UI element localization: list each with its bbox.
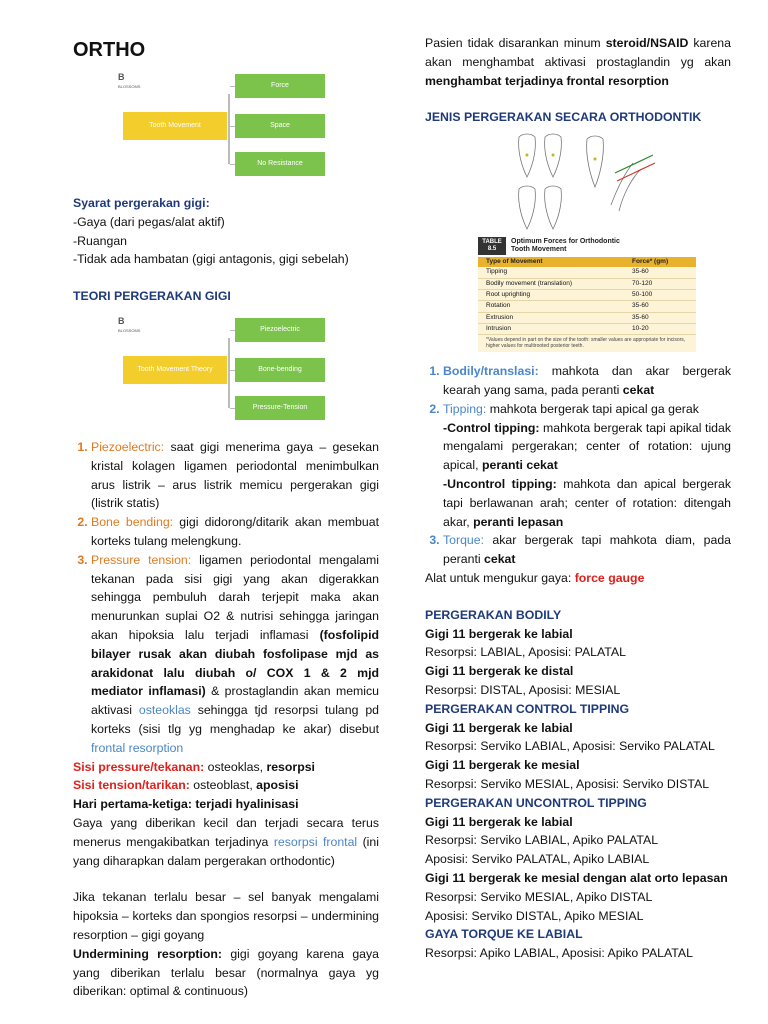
theory-pressure-tension: 3. Pressure tension: ligamen periodontal mengalami tekanan pada sisi gigi yang akan digerakkan sehingga pembuluh darah terjepit maka akan menurunkan suplai O2 & nutrisi sehingga jaringan akan hipoksia lalu terjadi inflamasi (fosfolipid bilayer rusak akan diubah fosfolipase mjd as arakidonat lalu diubah o/ COX 1 & 2 mjd mediator inflamasi) & prostaglandin akan memicu aktivasi osteoklas sehingga tjd resorpsi tulang pd korteks (sisi tlg yg menghadap ke akar) disebut frontal resorption bbox=[91, 551, 379, 758]
table-row: Bodily movement (translation) 70-120 bbox=[478, 279, 696, 290]
section-line: Resorpsi: Serviko MESIAL, Apiko DISTAL bbox=[425, 889, 653, 904]
sisi-pressure: Sisi pressure/tekanan: osteoklas, resorpsi bbox=[73, 759, 315, 774]
section-heading: GAYA TORQUE KE LABIAL bbox=[425, 927, 583, 942]
alat-text: Alat untuk mengukur gaya: force gauge bbox=[425, 571, 645, 586]
table-row: Intrusion 10-20 bbox=[478, 324, 696, 335]
jika-text: Jika tekanan terlalu besar – sel banyak mengalami hipoksia – korteks dan spongios resorpsi – undermining resorption – gigi goyang bbox=[73, 890, 379, 942]
section-subheading: Gigi 11 bergerak ke mesial dengan alat orto lepasan bbox=[425, 870, 728, 885]
right-column bbox=[425, 34, 731, 963]
section-heading: PERGERAKAN BODILY bbox=[425, 607, 562, 622]
page-title: ORTHO bbox=[73, 39, 146, 61]
hari-text: Hari pertama-ketiga: terjadi hyalinisasi bbox=[73, 797, 299, 812]
syarat-item: -Gaya (dari pegas/alat aktif) bbox=[73, 214, 225, 229]
section-line: Aposisi: Serviko DISTAL, Apiko MESIAL bbox=[425, 908, 644, 923]
left-column bbox=[73, 36, 379, 1001]
section-line: Resorpsi: Apiko LABIAL, Aposisi: Apiko PALATAL bbox=[425, 946, 693, 961]
mindmap-connector bbox=[228, 94, 230, 164]
mindmap-node-pressure-tension: Pressure-Tension bbox=[235, 396, 325, 420]
mindmap-root: Tooth Movement Theory bbox=[123, 356, 227, 384]
mindmap-node-force: Force bbox=[235, 74, 325, 98]
undermining-text: Undermining resorption: gigi goyang karena gaya yang diberikan terlalu besar (normalnya gaya yg diberikan: optimal & continuous) bbox=[73, 946, 379, 999]
section-heading: PERGERAKAN CONTROL TIPPING bbox=[425, 701, 630, 716]
tooth-movement-illustration bbox=[513, 133, 663, 233]
section-subheading: Gigi 11 bergerak ke labial bbox=[425, 626, 573, 641]
section-subheading: Gigi 11 bergerak ke labial bbox=[425, 720, 573, 735]
table-row: Extrusion 35-60 bbox=[478, 313, 696, 324]
movement-bodily: 1. Bodily/translasi: mahkota dan akar bergerak kearah yang sama, pada peranti cekat bbox=[443, 362, 731, 400]
optimum-forces-table bbox=[478, 235, 696, 352]
mindmap-node-bone-bending: Bone-bending bbox=[235, 358, 325, 382]
theory-list bbox=[73, 438, 379, 758]
section-subheading: Gigi 11 bergerak ke distal bbox=[425, 664, 574, 679]
section-line: Resorpsi: LABIAL, Aposisi: PALATAL bbox=[425, 645, 626, 660]
section-heading: PERGERAKAN UNCONTROL TIPPING bbox=[425, 795, 647, 810]
table-row: Tipping 35-60 bbox=[478, 267, 696, 278]
section-line: Resorpsi: Serviko LABIAL, Apiko PALATAL bbox=[425, 833, 659, 848]
sisi-tension: Sisi tension/tarikan: osteoblast, aposisi bbox=[73, 778, 299, 793]
section-subheading: Gigi 11 bergerak ke mesial bbox=[425, 758, 580, 773]
syarat-item: -Ruangan bbox=[73, 233, 128, 248]
section-line: Resorpsi: DISTAL, Aposisi: MESIAL bbox=[425, 683, 621, 698]
mindmap-node-space: Space bbox=[235, 114, 325, 138]
section-subheading: Gigi 11 bergerak ke labial bbox=[425, 814, 573, 829]
table-note: *Values depend in part on the size of the tooth: smaller values are appropriate for incisors, higher values for multirooted posterior teeth. bbox=[486, 337, 686, 350]
movement-tipping: 2. Tipping: mahkota bergerak tapi apical ga gerak -Control tipping: mahkota bergerak tapi apikal tidak mengalami pergerakan; center of rotation: ujung apical, peranti cekat -Uncontrol tipping: mahkota dan apical bergerak tapi berlawanan arah; center of rotation: ditengah akar, peranti lepasan bbox=[443, 400, 731, 532]
table-title: Optimum Forces for Orthodontic Tooth Movement bbox=[511, 238, 620, 254]
table-row: Rotation 35-60 bbox=[478, 301, 696, 312]
tooth-movement-mindmap bbox=[113, 72, 323, 184]
jenis-heading: JENIS PERGERAKAN SECARA ORTHODONTIK bbox=[425, 110, 702, 125]
syarat-item: -Tidak ada hambatan (gigi antagonis, gigi sebelah) bbox=[73, 252, 349, 267]
movement-sections bbox=[425, 606, 731, 963]
theory-bone-bending: 2. Bone bending: gigi didorong/ditarik akan membuat korteks tulang melengkung. bbox=[91, 513, 379, 551]
mindmap-node-no-resistance: No Resistance bbox=[235, 152, 325, 176]
mindmap-root: Tooth Movement bbox=[123, 112, 227, 140]
teori-heading: TEORI PERGERAKAN GIGI bbox=[73, 289, 231, 304]
table-column-headers: Type of Movement Force* (gm) bbox=[478, 257, 696, 267]
mindmap-node-piezoelectric: Piezoelectric bbox=[235, 318, 325, 342]
tooth-movement-theory-mindmap bbox=[113, 316, 323, 428]
section-line: Resorpsi: Serviko LABIAL, Aposisi: Serviko PALATAL bbox=[425, 739, 715, 754]
syarat-heading: Syarat pergerakan gigi: bbox=[73, 196, 210, 210]
movement-torque: 3. Torque: akar bergerak tapi mahkota diam, pada peranti cekat bbox=[443, 531, 731, 569]
gaya-text: Gaya yang diberikan kecil dan terjadi secara terus menerus mengakibatkan terjadinya resorpsi frontal (ini yang diharapkan dalam pergerakan orthodontic) bbox=[73, 815, 379, 868]
table-header bbox=[478, 235, 696, 257]
section-line: Resorpsi: Serviko MESIAL, Aposisi: Serviko DISTAL bbox=[425, 777, 710, 791]
theory-piezoelectric: 1. Piezoelectric: saat gigi menerima gaya – gesekan kristal kolagen ligamen periodontal menimbulkan arus listrik – arus listrik memicu pergerakan gigi (listrik statis) bbox=[91, 438, 379, 513]
blossoms-logo: B BLOSSOMS bbox=[118, 72, 141, 89]
movement-list bbox=[425, 362, 731, 569]
pasien-text: Pasien tidak disarankan minum steroid/NSAID karena akan menghambat aktivasi prostaglandin yg akan menghambat terjadinya frontal resorption bbox=[425, 36, 731, 88]
section-line: Aposisi: Serviko PALATAL, Apiko LABIAL bbox=[425, 852, 650, 867]
table-row: Root uprighting 50-100 bbox=[478, 290, 696, 301]
blossoms-logo: B BLOSSOMS bbox=[118, 315, 141, 333]
mindmap-connector bbox=[228, 338, 230, 408]
table-tag: TABLE 8.5 bbox=[478, 237, 506, 255]
